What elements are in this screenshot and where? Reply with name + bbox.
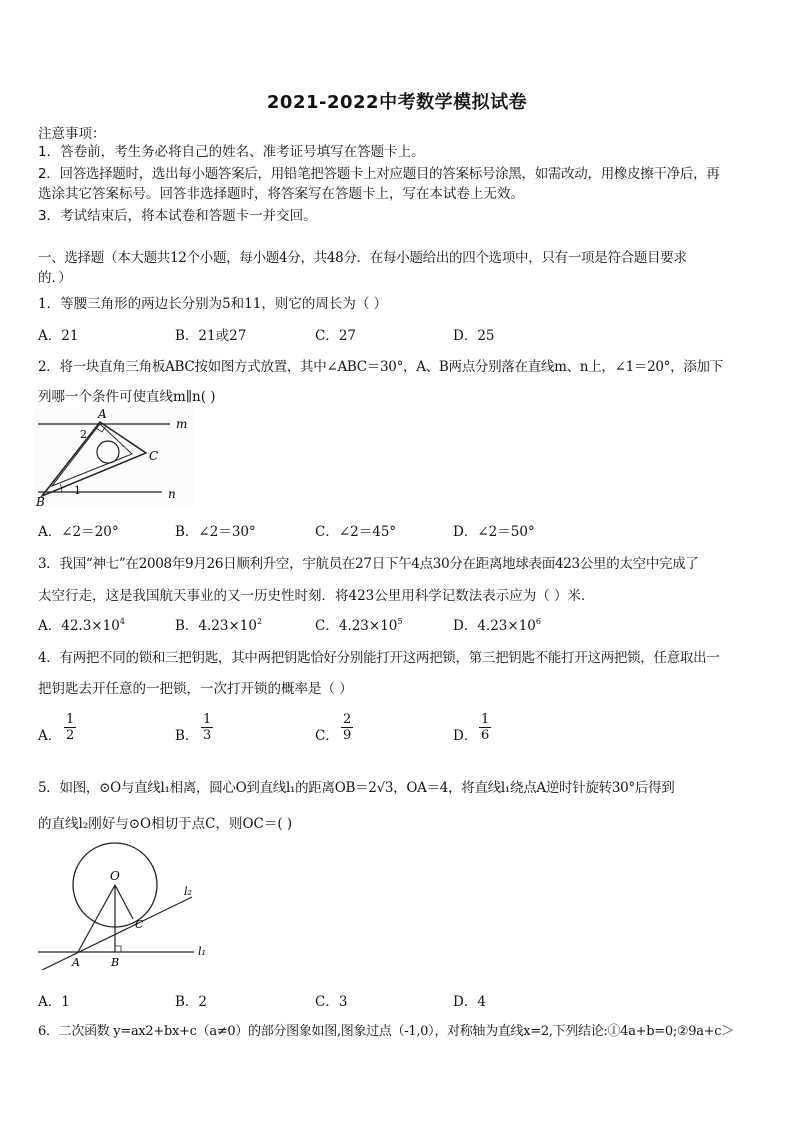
q2-option-a: A．∠2＝20°	[38, 524, 119, 540]
q1-option-d: D．25	[453, 328, 495, 344]
q4-option-d-fraction: $\frac{1}{6}$	[481, 712, 490, 743]
q3-option-a: A．$42.3\times 10^4$	[38, 617, 125, 634]
q1-option-a: A．21	[38, 328, 79, 344]
question-1-stem: 1．等腰三角形的两边长分别为5和11，则它的周长为（ ）	[38, 296, 388, 312]
q4-option-b-fraction: $\frac{1}{3}$	[203, 712, 212, 743]
q4-option-b-label: B．	[175, 728, 199, 744]
question-4-stem: 4．有两把不同的锁和三把钥匙，其中两把钥匙恰好分别能打开这两把锁，第三把钥匙不能打开这两把锁，任意取出一	[38, 650, 720, 666]
section-heading-cont: 的．）	[38, 270, 72, 286]
q1-option-b: B．21或27	[175, 328, 247, 344]
q3-option-d: D．$4.23\times 10^6$	[453, 617, 541, 634]
label-o: O	[110, 869, 120, 883]
question-2-stem-cont: 列哪一个条件可使直线m∥n( )	[38, 389, 216, 405]
q4-option-d-label: D．	[453, 728, 478, 744]
label-c: C	[135, 918, 144, 931]
label-angle-1: 1	[74, 484, 81, 497]
q2-option-d: D．∠2＝50°	[453, 524, 535, 540]
q5-option-b: B．2	[175, 994, 208, 1010]
q4-option-a-fraction: $\frac{1}{2}$	[66, 712, 75, 743]
q2-option-b: B．∠2＝30°	[175, 524, 256, 540]
label-m: m	[176, 417, 188, 431]
question-4-stem-cont: 把钥匙去开任意的一把锁，一次打开锁的概率是（ ）	[38, 681, 353, 697]
question-2-stem: 2．将一块直角三角板ABC按如图方式放置，其中∠ABC＝30°，A、B两点分别落在直线m、n上，∠1＝20°，添加下	[38, 359, 723, 375]
notice-item: 1．答卷前，考生务必将自己的姓名、准考证号填写在答题卡上。	[38, 144, 425, 160]
q5-option-d: D．4	[453, 994, 486, 1010]
notice-item: 2．回答选择题时，选出每小题答案后，用铅笔把答题卡上对应题目的答案标号涂黑，如需改动，用橡皮擦干净后，再	[38, 166, 720, 182]
q1-option-c: C．27	[315, 328, 357, 344]
label-b: B	[36, 495, 45, 508]
page-title: 2021-2022中考数学模拟试卷	[266, 92, 528, 113]
notice-item: 3．考试结束后，将本试卷和答题卡一并交回。	[38, 208, 317, 224]
segment-oa	[78, 885, 115, 952]
q5-option-c: C．3	[315, 994, 348, 1010]
question-5-stem: 5．如图，⊙O与直线l₁相离，圆心O到直线l₁的距离OB＝2√3，OA＝4，将直线l₁绕点A逆时针旋转30°后得到	[38, 780, 675, 796]
q3-option-b: B．$4.23\times 10^2$	[175, 617, 263, 634]
label-l1: l₁	[198, 945, 206, 958]
question-3-stem: 3．我国“神七”在2008年9月26日顺利升空，宇航员在27日下午4点30分在距离地球表面423公里的太空中完成了	[38, 556, 699, 572]
circle-tangent-figure	[34, 840, 214, 970]
q5-option-a: A．1	[38, 994, 70, 1010]
label-l2: l₂	[184, 885, 192, 898]
notice-heading: 注意事项：	[38, 126, 106, 142]
q4-option-c-label: C．	[315, 728, 339, 744]
label-a: A	[72, 956, 80, 969]
label-n: n	[168, 487, 176, 501]
notice-item: 选涂其它答案标号。回答非选择题时，将答案写在答题卡上，写在本试卷上无效。	[38, 186, 524, 202]
q3-option-c: C．$4.23\times 10^5$	[315, 617, 403, 634]
label-c: C	[149, 449, 159, 463]
label-a: A	[98, 408, 107, 421]
q4-option-c-fraction: $\frac{2}{9}$	[343, 712, 352, 743]
label-b: B	[111, 956, 120, 969]
segment-oc	[115, 885, 133, 919]
question-6-stem: 6．二次函数 y=ax2+bx+c（a≠0）的部分图象如图,图象过点（-1,0），对称轴为直线x=2,下列结论:①4a+b=0;②9a+c＞	[38, 1024, 734, 1039]
triangle-parallel-lines-figure	[34, 408, 194, 508]
q2-option-c: C．∠2＝45°	[315, 524, 397, 540]
q4-option-a-label: A．	[38, 728, 62, 744]
question-3-stem-cont: 太空行走，这是我国航天事业的又一历史性时刻．将423公里用科学记数法表示应为（ ）米．	[38, 588, 595, 604]
question-5-stem-cont: 的直线l₂刚好与⊙O相切于点C，则OC＝( )	[38, 816, 293, 832]
right-angle-mark	[115, 946, 121, 952]
section-heading: 一、选择题（本大题共12个小题，每小题4分，共48分．在每小题给出的四个选项中，只有一项是符合题目要求	[38, 250, 687, 266]
label-angle-2: 2	[80, 428, 87, 441]
